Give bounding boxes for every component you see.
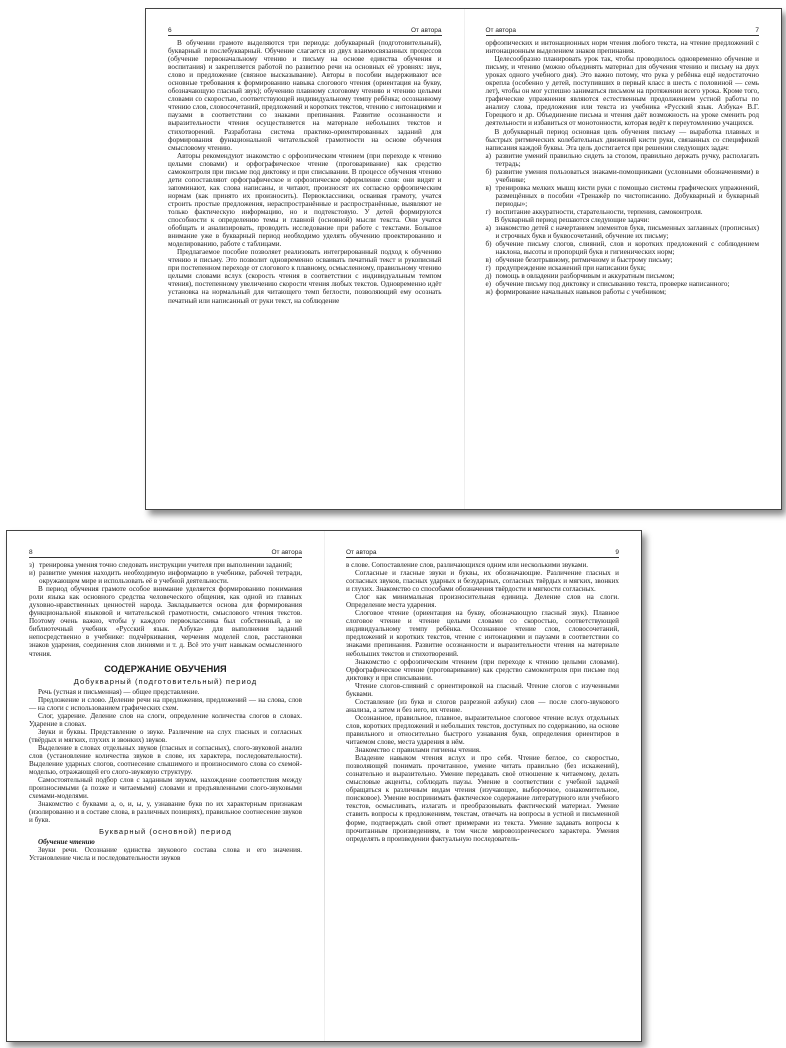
paragraph: Осознанное, правильное, плавное, выразительное слоговое чтение вслух отдельных слов, коротких предложений и небольших текстов, доступных по содержанию, на основе правильного и относительно быстрого узнавания букв, определения ориентиров в читаемом слове, места ударения в нём. [346,713,619,747]
list-item: б) обучение письму слогов, слияний, слов и коротких предложений с соблюдением наклона, высоты и пропорций букв и гигиенических норм; [485,240,759,257]
page-number: 9 [615,549,619,556]
running-head [168,27,442,36]
running-head [29,549,302,558]
bottom-page-spread [6,530,642,1042]
paragraph: Владение навыком чтения вслух и про себя. Чтение беглое, со скоростью, позволяющей понимать прочитанное, умение читать правильно (без искажений), сознательно и выразительно. Умение передавать своё отношение к читаемому, делать смысловые акценты, соблюдать паузы. Умение в соответствии с учебной задачей обращаться к различным видам чтения (изучающее, выборочное, ознакомительное, поисковое). Умение воспринимать фактическое содержание литературного или учебного текстов, осмысливать, излагать и преобразовывать фактический материал. Умение ставить вопросы к предложениям, текстам, отвечать на вопросы в устной и письменной форме, подтверждать свой ответ примерами из текста. Умение задавать вопросы к прочитанным произведениям, в том числе мировоззренческого характера. Умения определять в произведении фактуальную последователь- [346,754,619,843]
running-head [346,549,619,558]
paragraph: В обучении грамоте выделяются три периода: добукварный (подготовительный), букварный и послебукварный. Обучение слагается из двух взаимосвязанных процессов (обучение первоначальному чтению и письму на основе единства обучения и воспитания) и закрепляется работой по развитию речи на основных её уровнях: звук, слово и предложение (связное высказывание). Авторы в пособии выдерживают все основные требования к формированию навыка слогового чтения (ориентация на букву, обозначающую гласный звук); обучению плавному слоговому чтению и чтению целыми словами со скоростью, соответствующей индивидуальному темпу ребёнка; осознанному чтению слов, словосочетаний, предложений и коротких текстов, чтению с интонациями и паузами в соответствии со знаками препинания. Развитие осознанности и выразительности чтения осуществляется на материале небольших текстов и стихотворений. Разработана система практико-ориентированных заданий для формирования функциональной читательской грамотности на основе обучения смысловому чтению. [168,39,442,152]
subsection-title: Обучение чтению [38,838,95,847]
page-number: 8 [29,549,33,556]
paragraph: В добукварный период основная цель обучения письму — выработка плавных и быстрых ритмических колебательных движений кисти руки, связанных со спецификой написания каждой буквы. Эта цель достигается при решении следующих задач: [485,127,759,152]
paragraph: Звуки и буквы. Представление о звуке. Различение на слух гласных и согласных (твёрдых и мягких, глухих и звонких) звуков. [29,727,302,744]
list-item: г) предупреждение искажений при написании букв; [485,264,646,273]
paragraph: В период обучения грамоте особое внимание уделяется формированию понимания роли языка как основного средства человеческого общения, как одной из главных духовно-нравственных ценностей народа. Закладывается основа для формирования функциональной языковой и читательской грамотности, смыслового чтения текстов. Поэтому очень важно, чтобы у каждого первоклассника был собственный, а не библиотечный учебник «Русский язык. Азбука» для выполнения заданий непосредственно в учебнике: подчёркивания, черчения моделей слов, расстановки знаков ударения, соединения слов линиями и т. д. Всё это учит навыкам осмысленного чтения. [29,585,302,658]
page-number: 6 [168,27,172,34]
paragraph: Целесообразно планировать урок так, чтобы проводилось одновременно обучение и письму, и чтению (можно объединять материал для обучения чтению и письму на двух уроках одного учебного дня). Это важно потому, что рука у ребёнка ещё недостаточно окрепла (особенно у детей, поступивших в первый класс в шесть с половиной — семь лет), чтобы он мог успешно заниматься письмом на протяжении всего урока. Кроме того, графические упражнения являются естественным продолжением устной работы по анализу слова, предложения или текста из учебника «Русский язык. Азбука» В.Г. Горецкого и др. Объединение письма и чтения даёт возможность на уроке сменить род деятельности и избавиться от монотонности, которая ведёт к переутомлению учащихся. [485,55,759,128]
list-item: в) обучение безотрывному, ритмичному и быстрому письму; [485,256,673,265]
running-head-title: От автора [410,27,442,34]
paragraph: Авторы рекомендуют знакомство с орфоэпическим чтением (при переходе к чтению целыми словами) и орфографическое чтение (проговаривание) как средство самоконтроля при письме под диктовку и при списывании. В процессе обучения чтению дети сопоставляют орфографическое и орфоэпическое оформление слов: они видят и запоминают, как слова написаны, и читают, произносят их согласно орфоэпическим нормам (как принято их произносить). Первоклассники, осваивая грамоту, учатся строить простые предложения, нераспространённые и распространённые, выявляют не только фактическую информацию, но и подтекстовую. У детей формируются способности к определению темы и главной (основной) мысли текста. Они учатся обобщать и анализировать, проводить исследование при работе с текстами. Большое внимание уже в букварный период необходимо уделять обучению проектированию и моделированию, работе с таблицами. [168,151,442,249]
paragraph: Самостоятельный подбор слов с заданным звуком, нахождение соответствия между произносимыми (а позже и читаемыми) словами и предъявленными слого-звуковыми схемами-моделями. [29,776,302,801]
paragraph: Слоговое чтение (ориентация на букву, обозначающую гласный звук). Плавное слоговое чтение и чтение целыми словами со скоростью, соответствующей индивидуальному темпу ребёнка. Осознанное чтение слов, словосочетаний, предложений и коротких текстов, чтение с интонациями и паузами в соответствии со знаками препинания. Развитие осознанности и выразительности чтения на материале небольших текстов и стихотворений. [346,609,619,658]
section-title: СОДЕРЖАНИЕ ОБУЧЕНИЯ [104,663,227,674]
list-item: е) обучение письму под диктовку и списыванию текста, проверке написанного; [485,280,730,289]
paragraph: Звуки речи. Осознание единства звукового состава слова и его значения. Установление числа и последовательности звуков [29,846,302,863]
page-text [29,561,302,862]
page-8 [7,531,324,1041]
page-text [168,39,442,305]
list-item: б) развитие умения пользоваться знаками-помощниками (условными обозначениями) в учебнике; [485,167,759,184]
list-item: а) развитие умений правильно сидеть за столом, правильно держать ручку, располагать тетрадь; [485,151,759,168]
paragraph: Составление (из букв и слогов разрезной азбуки) слов — после слого-звукового анализа, а затем и без него, их чтение. [346,697,619,714]
list-item: д) помощь в овладении разборчивым и аккуратным письмом; [485,272,675,281]
page-text [486,39,760,297]
paragraph: Знакомство с орфоэпическим чтением (при переходе к чтению целыми словами). Орфографическое чтение (проговаривание) как средство самоконтроля при письме под диктовку и при списывании. [346,657,619,682]
list-item: а) знакомство детей с начертанием элементов букв, письменных заглавных (прописных) и строчных букв и буквосочетаний, обучение их письму; [485,224,759,241]
list-item: г) воспитание аккуратности, старательности, терпения, самоконтроля. [485,207,703,216]
paragraph: Слог, ударение. Деление слов на слоги, определение количества слогов в словах. Ударение в словах. [29,711,302,728]
paragraph: Знакомство с буквами а, о, и, ы, у, узнавание букв по их характерным признакам (изолированно и в составе слова, в различных позициях), правильное соотнесение звуков и букв. [29,800,302,825]
paragraph: Предлагаемое пособие позволяет реализовать интегрированный подход к обучению чтению и письму. Это позволит одновременно осваивать печатный текст и рукописный при постепенном переходе от слогового к плавному, осмысленному, правильному чтению целыми словами вслух (скорость чтения в соответствии с индивидуальным темпом чтения), постепенному увеличению скорости чтения любых текстов. Одновременно идёт установка на нормальный для читающего темп беглости, позволяющий ему осознать печатный или написанный от руки текст, на соблюдение [168,248,442,305]
paragraph: Знакомство с правилами гигиены чтения. [355,746,481,755]
paragraph: Согласные и гласные звуки и буквы, их обозначающие. Различение гласных и согласных звуков, гласных ударных и безударных, согласных твёрдых и мягких, звонких и глухих. Знакомство со способами обозначения твёрдости и мягкости согласных. [346,569,619,594]
period-title: Добукварный (подготовительный) период [73,676,258,686]
page-6 [146,9,464,509]
paragraph: Выделение в словах отдельных звуков (гласных и согласных), слого-звуковой анализ слов (установление количества звуков в слове, их характера, последовательности). Выделение ударных слогов, соотнесение слышимого и произносимого слова со схемой-моделью, отражающей его слого-звуковую структуру. [29,743,302,777]
page-9 [324,531,641,1041]
running-head [486,27,760,36]
page-text [346,561,619,843]
list-item: и) развитие умения находить необходимую информацию в учебнике, рабочей тетради, окружающем мире и использовать её в учебной деятельности. [29,569,302,586]
paragraph: в слове. Сопоставление слов, различающихся одним или несколькими звуками. [346,561,589,569]
paragraph: Чтение слогов-слияний с ориентировкой на гласный. Чтение слогов с изученными буквами. [346,681,619,698]
paragraph: Речь (устная и письменная) — общее представление. [38,687,200,696]
running-head-title: От автора [271,549,302,556]
paragraph: В букварный период решаются следующие задачи: [494,216,650,225]
top-page-spread [145,8,782,510]
list-item: ж) формирование начальных навыков работы с учебником; [485,288,667,297]
running-head-title: От автора [346,549,377,556]
list-item: в) тренировка мелких мышц кисти руки с помощью системы графических упражнений, размещённых в пособии «Тренажёр по чистописанию. Добукварный и букварный периоды»; [485,183,759,208]
period-title: Букварный (основной) период [99,827,232,837]
paragraph: Слог как минимальная произносительная единица. Деление слов на слоги. Определение места ударения. [346,593,619,610]
paragraph: Предложение и слово. Деление речи на предложения, предложений — на слова, слов — на слоги с использованием графических схем. [29,695,302,712]
list-item: з) тренировка умения точно следовать инструкции учителя при выполнении заданий; [29,561,293,569]
paragraph: орфоэпических и интонационных норм чтения любого текста, на чтение предложений с интонационным выделением знаков препинания. [485,39,759,56]
page-7 [464,9,782,509]
page-number: 7 [755,27,759,34]
running-head-title: От автора [485,27,517,34]
